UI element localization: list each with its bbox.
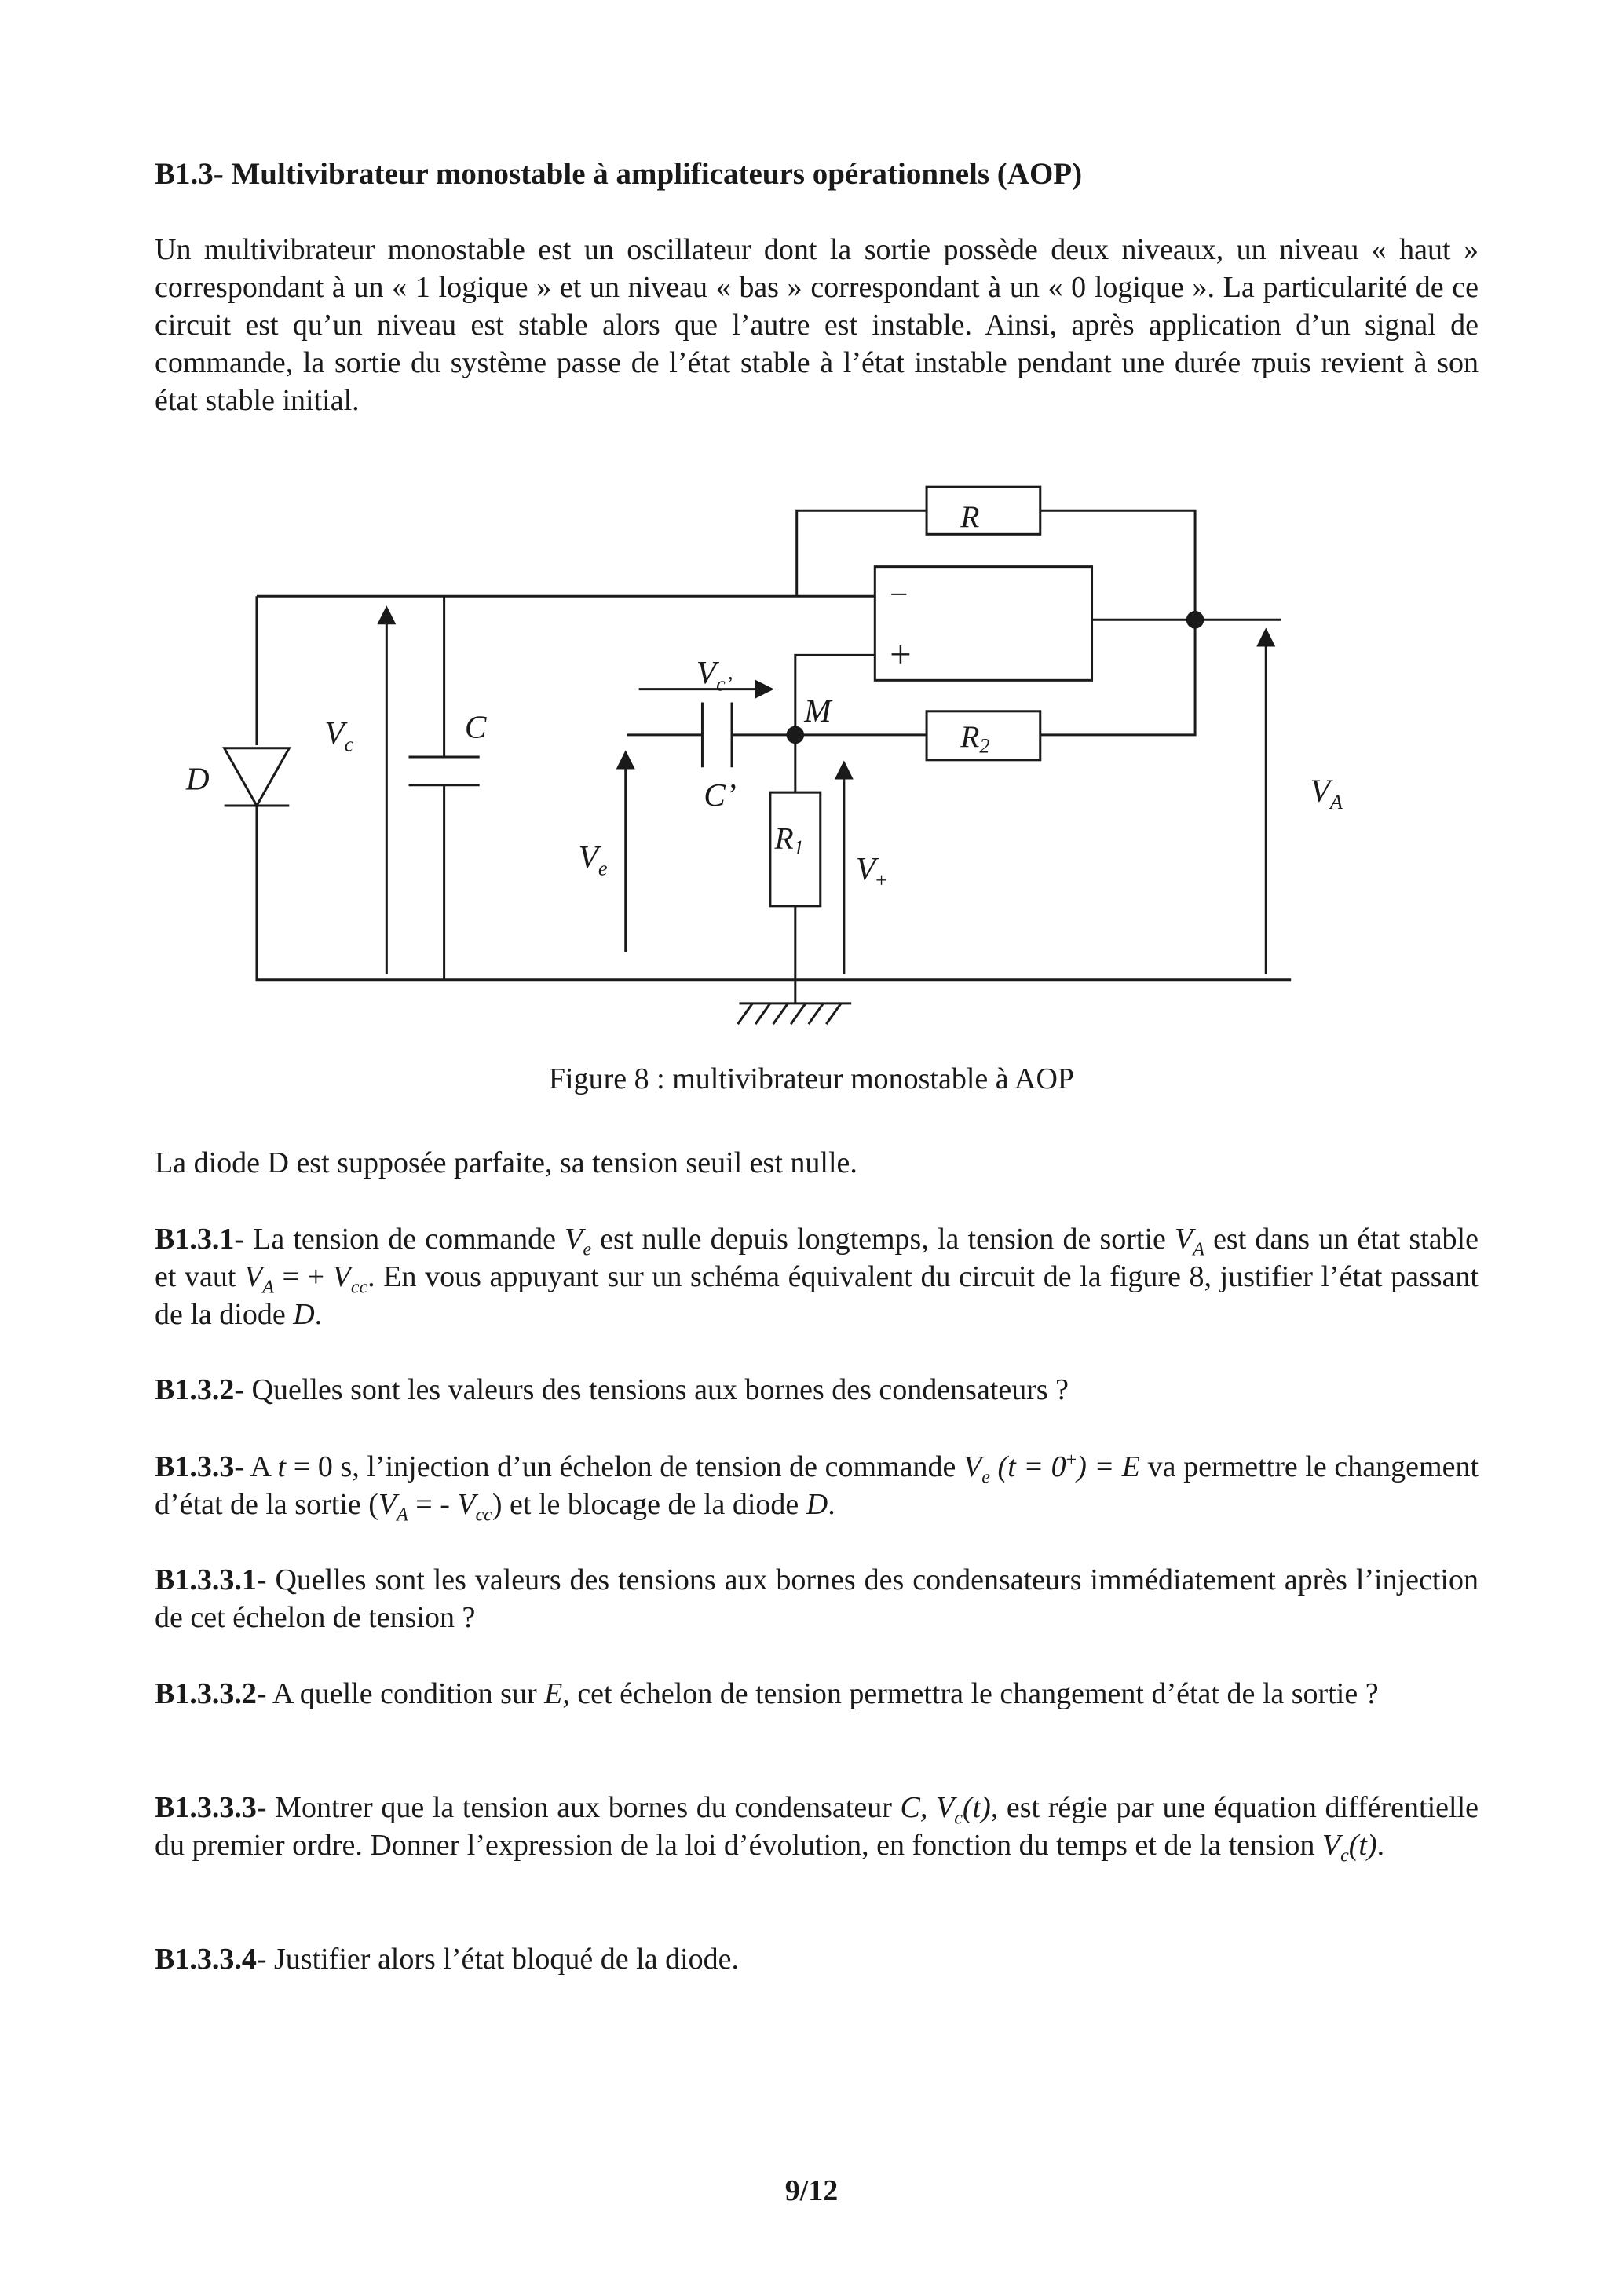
label-va: $V_A$ <box>1310 772 1343 813</box>
text-segment: B1.3.3.1 <box>155 1563 257 1596</box>
diode-d <box>225 748 290 806</box>
label-c-prime: C’ <box>704 777 737 813</box>
question-b1-3-2 <box>155 1371 1479 1409</box>
question-b1-3-3-1 <box>155 1561 1479 1636</box>
label-vplus: $V_+$ <box>855 850 887 892</box>
text-segment: V <box>963 1450 982 1483</box>
text-segment: . En vous appuyant sur un schéma équivalent du circuit de la figure 8, justifier l’état passant de la diode <box>155 1260 1479 1331</box>
text-segment: V <box>378 1488 397 1521</box>
text-segment: D <box>806 1488 828 1521</box>
text-segment: e <box>981 1467 990 1488</box>
text-segment: e <box>583 1239 592 1260</box>
label-c: C <box>464 708 487 745</box>
text-segment: . <box>314 1298 323 1331</box>
text-segment: c <box>1340 1845 1349 1866</box>
text-segment: B1.3.3.3 <box>155 1791 257 1824</box>
question-b1-3-3-4 <box>155 1940 1479 1978</box>
text-segment: A <box>262 1277 274 1298</box>
text-segment: va permettre le changement d’état de la sortie ( <box>155 1450 1479 1521</box>
text-segment: V <box>565 1223 583 1256</box>
text-segment: V <box>1321 1829 1341 1862</box>
text-segment: B1.3.3.2 <box>155 1677 257 1710</box>
label-d: D <box>185 760 210 797</box>
text-segment: Un multivibrateur monostable est un oscillateur dont la sortie possède deux niveaux, un niveau « haut » correspondant à un « 1 logique » et un niveau « bas » correspondant à un « 0 logique ». La particularité de ce circuit est qu’un niveau est stable alors que l’autre est instable. Ainsi, après application d’un signal de commande, la sortie du système passe de l’état stable à l’état instable pendant une durée <box>155 233 1479 379</box>
figure-caption: Figure 8 : multivibrateur monostable à AOP <box>548 1062 1075 1095</box>
text-segment: A <box>397 1504 408 1526</box>
text-segment: V <box>244 1260 263 1293</box>
text-segment: , cet échelon de tension permettra le changement d’état de la sortie ? <box>562 1677 1379 1710</box>
label-m: M <box>804 692 832 729</box>
page-number: 9/12 <box>784 2174 839 2207</box>
text-segment: La diode D est supposée parfaite, sa tension seuil est nulle. <box>155 1146 857 1179</box>
diode-note <box>155 1144 1479 1182</box>
label-ve: $V_e$ <box>578 838 608 880</box>
text-segment: = - <box>408 1488 458 1521</box>
text-segment: (t) <box>1348 1829 1377 1862</box>
node-m <box>787 726 805 744</box>
text-segment: - Justifier alors l’état bloqué de la diode. <box>256 1943 740 1976</box>
label-r1: R1 <box>774 821 804 860</box>
text-segment: B1.3.2 <box>155 1373 235 1406</box>
label-vcp: $V_{c’}$ <box>696 654 733 696</box>
text-segment: B1.3.3.4 <box>155 1943 257 1976</box>
text-segment: . <box>828 1488 835 1521</box>
text-segment: E <box>544 1677 563 1710</box>
resistor-r <box>927 487 1040 534</box>
text-segment: B1.3.1 <box>155 1223 235 1256</box>
text-segment: t <box>277 1450 287 1483</box>
ground-symbol <box>738 1004 852 1024</box>
text-segment: c <box>954 1808 963 1829</box>
text-segment: - A quelle condition sur <box>256 1677 545 1710</box>
text-segment: ) = E <box>1077 1450 1141 1483</box>
text-segment: V <box>332 1260 351 1293</box>
text-segment: cc <box>475 1504 492 1526</box>
output-node <box>1186 611 1204 629</box>
section-heading: B1.3- Multivibrateur monostable à amplificateurs opérationnels (AOP) <box>155 157 1083 191</box>
text-segment: τ <box>1250 346 1262 379</box>
text-segment: V <box>1175 1223 1193 1256</box>
label-r2: R2 <box>960 718 990 758</box>
text-segment: ) et le blocage de la diode <box>492 1488 806 1521</box>
question-b1-3-3-2 <box>155 1675 1479 1713</box>
text-segment: (t), <box>962 1791 999 1824</box>
label-r: R <box>960 499 980 534</box>
opamp-plus: + <box>890 632 912 676</box>
text-segment: . <box>1376 1829 1385 1862</box>
text-segment: = 0 s, l’injection d’un échelon de tension de commande <box>286 1450 964 1483</box>
text-segment: = + <box>273 1260 333 1293</box>
capacitor-c-prime <box>702 703 732 768</box>
text-segment: - Montrer que la tension aux bornes du condensateur <box>256 1791 901 1824</box>
text-segment: - Quelles sont les valeurs des tensions aux bornes des condensateurs immédiatement après l’injection de cet échelon de tension ? <box>155 1563 1479 1634</box>
label-vc: $V_c$ <box>324 715 354 756</box>
text-segment: - La tension de commande <box>234 1223 565 1256</box>
text-segment: est dans un état stable et vaut <box>155 1223 1479 1293</box>
text-segment: puis revient à son état stable initial. <box>155 346 1479 417</box>
text-segment: C, V <box>900 1791 955 1824</box>
text-segment: A <box>1193 1239 1204 1260</box>
text-segment: - A <box>234 1450 278 1483</box>
text-segment: (t = 0 <box>989 1450 1066 1483</box>
text-segment: - Quelles sont les valeurs des tensions aux bornes des condensateurs ? <box>234 1373 1069 1406</box>
opamp-minus: − <box>890 576 908 612</box>
text-segment: B1.3.3 <box>155 1450 235 1483</box>
capacitor-c <box>409 757 480 785</box>
text-segment: est nulle depuis longtemps, la tension de sortie <box>591 1223 1175 1256</box>
question-b1-3-1 <box>155 1220 1479 1333</box>
text-segment: V <box>457 1488 476 1521</box>
text-segment: cc <box>350 1277 368 1298</box>
question-b1-3-3-3 <box>155 1789 1479 1864</box>
text-segment: + <box>1066 1450 1077 1471</box>
text-segment: est régie par une équation différentielle du premier ordre. Donner l’expression de la loi d’évolution, en fonction du temps et de la tension <box>155 1791 1479 1862</box>
text-segment: D <box>293 1298 315 1331</box>
question-b1-3-3 <box>155 1448 1479 1526</box>
